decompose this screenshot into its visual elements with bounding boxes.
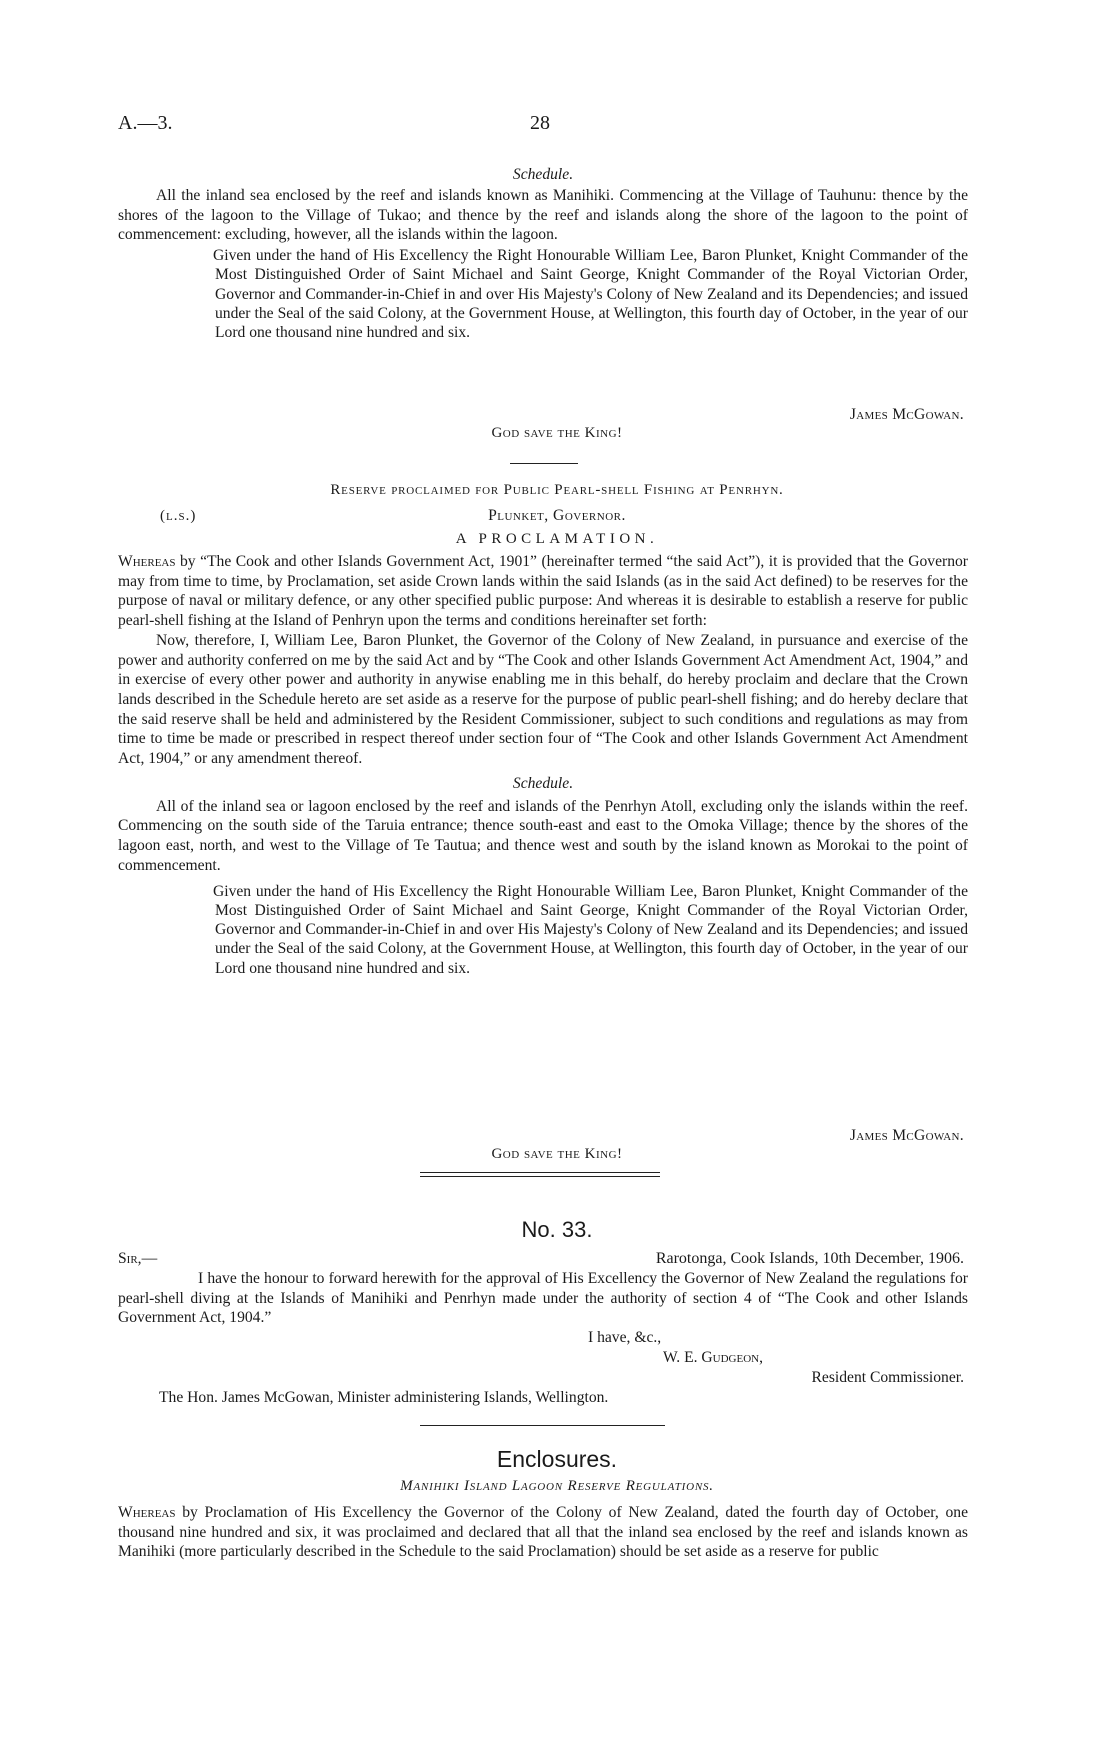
closing: I have, &c., — [588, 1329, 662, 1346]
schedule-title-2: Schedule. — [512, 774, 574, 792]
salutation: Sir,— — [118, 1250, 158, 1267]
letter-number-line — [0, 1217, 1114, 1243]
signature — [850, 406, 964, 424]
divider-2 — [420, 1425, 665, 1426]
double-rule-top — [420, 1172, 660, 1173]
whereas-paragraph — [118, 552, 968, 631]
letter-body-block — [118, 1269, 968, 1328]
sender-name: W. E. Gudgeon, — [663, 1349, 764, 1366]
section-manihiki — [118, 165, 968, 343]
divider — [510, 463, 578, 464]
section-penrhyn — [118, 552, 968, 978]
letter-body: I have the honour to forward herewith for the approval of His Excellency the Governor of New Zealand the regulations for pearl-shell diving at the Islands of Manihiki and Penrhyn made under the authority of section 4 of “The Cook and other Islands Government Act, 1904.” — [118, 1270, 968, 1327]
seal-mark: (l.s.) — [160, 508, 197, 524]
sender-title: Resident Commissioner. — [811, 1369, 964, 1386]
god-save-line-2 — [0, 1146, 1114, 1163]
enclosures-paragraph — [118, 1503, 968, 1562]
letter-number: No. 33. — [521, 1217, 593, 1242]
whereas-lead: Whereas — [118, 553, 176, 570]
whereas-text: by “The Cook and other Islands Government Act, 1901” (hereinafter termed “the said Act”), it is provided that the Governor may from time to time, by Proclamation, set aside Crown lands within the said Islands (as in the said Act defined) to be reserves for the purpose of naval or military defence, or any other specified public purpose: And whereas it is desirable to establish a reserve for public pearl-shell fishing at the Island of Penhryn upon the terms and conditions hereinafter set forth: — [118, 553, 968, 630]
enclosures-text: by Proclamation of His Excellency the Governor of the Colony of New Zealand, dated the fourth day of October, one thousand nine hundred and six, it was proclaimed and declared that all that the inland sea enclosed by the reef and islands known as Manihiki (more particularly described in the Schedule to the said Proclamation) should be set aside as a reserve for public — [118, 1504, 968, 1561]
enclosures-body-block — [118, 1503, 968, 1562]
proclamation-heading: A PROCLAMATION. — [455, 531, 659, 547]
enclosures-whereas-lead: Whereas — [118, 1504, 176, 1521]
double-rule-bottom — [420, 1176, 660, 1177]
given-text: Given under the hand of His Excellency the Right Honourable William Lee, Baron Plunket, Knight Commander of the Most Distinguished Order of Saint Michael and Saint George, Knight Commander of the Royal Victorian Order, Governor and Commander-in-Chief in and over His Majesty's Colony of New Zealand and its Dependencies; and issued under the Seal of the said Colony, at the Government House, at Wellington, this fourth day of October, in the year of our Lord one thousand nine hundred and six. — [213, 247, 968, 342]
now-paragraph: Now, therefore, I, William Lee, Baron Plunket, the Governor of the Colony of New Zealand, in pursuance and exercise of the power and authority conferred on me by the said Act and by “The Cook and other Islands Government Act Amendment Act, 1904,” and in exercise of every other power and authority in anywise enabling me in this behalf, do hereby proclaim and declare that the Crown lands described in the Schedule hereto are set aside as a reserve for the purpose of public pearl-shell fishing; and do hereby declare that the said reserve shall be held and administered by the Resident Commissioner, subject to such conditions and regulations as may from time to time be made or prescribed in respect thereof under section four of “The Cook and other Islands Government Act Amendment Act, 1904,” or any amendment thereof. — [118, 631, 968, 768]
enclosures-subheading: Manihiki Island Lagoon Reserve Regulations. — [400, 1478, 714, 1494]
enclosures-subheading-line — [0, 1478, 1114, 1495]
schedule-title: Schedule. — [512, 166, 574, 183]
governor-line — [0, 507, 1114, 525]
place-date: Rarotonga, Cook Islands, 10th December, 1906. — [655, 1250, 964, 1267]
given-text-2: Given under the hand of His Excellency the Right Honourable William Lee, Baron Plunket, Knight Commander of the Most Distinguished Order of Saint Michael and Saint George, Knight Commander of the Royal Victorian Order, Governor and Commander-in-Chief in and over His Majesty's Colony of New Zealand and its Dependencies; and issued under the Seal of the said Colony, at the Government House, at Wellington, this fourth day of October, in the year of our Lord one thousand nine hundred and six. — [213, 882, 968, 977]
god-save-text: God save the King! — [491, 425, 623, 441]
god-save-text-2: God save the King! — [491, 1146, 623, 1162]
proclamation-title: Reserve proclaimed for Public Pearl-shell Fishing at Penrhyn. — [330, 482, 784, 498]
signature-text-2: James McGowan. — [849, 1127, 964, 1144]
proclamation-heading-line — [0, 531, 1114, 548]
enclosures-heading-line — [0, 1446, 1114, 1473]
proclamation-title-line — [0, 482, 1114, 499]
schedule-text-2: All of the inland sea or lagoon enclosed by the reef and islands of the Penrhyn Atoll, excluding only the islands within the reef. Commencing on the south side of the Taruia entrance; thence south-east and east to the Omoka Village; thence by the shores of the lagoon east, north, and west to the Village of Te Tautua; and thence west and south by the island known as Morokai to the point of commencement. — [118, 797, 968, 874]
signature-text: James McGowan. — [849, 406, 964, 423]
series-label: A.—3. — [118, 112, 173, 134]
god-save-line — [0, 425, 1114, 442]
page-number: 28 — [530, 112, 550, 134]
governor-text: Plunket, Governor. — [488, 507, 626, 524]
addressee: The Hon. James McGowan, Minister administering Islands, Wellington. — [159, 1389, 609, 1406]
schedule-text: All the inland sea enclosed by the reef and islands known as Manihiki. Commencing at the Village of Tauhunu: thence by the shores of the lagoon to the Village of Tukao; and thence by the reef and islands along the shore of the lagoon to the point of commencement: excluding, however, all the islands within the lagoon. — [118, 187, 968, 244]
signature-2 — [850, 1127, 964, 1145]
enclosures-heading: Enclosures. — [496, 1446, 618, 1472]
